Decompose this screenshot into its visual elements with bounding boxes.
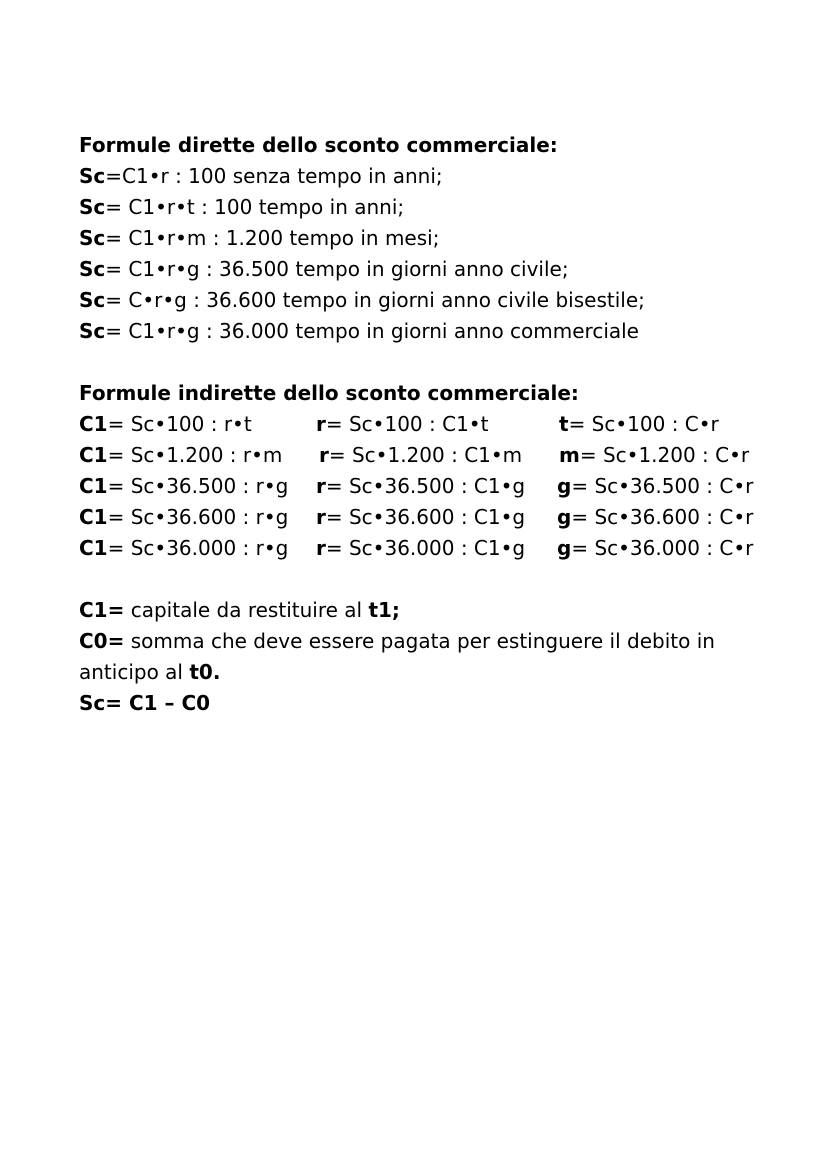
formula-expression: = Sc•1.200 : C•r: [579, 443, 750, 467]
formula-expression: = Sc•1.200 : r•m: [107, 443, 283, 467]
sc-formula: Sc= C1 – C0: [79, 691, 211, 715]
formula-variable: g: [557, 474, 572, 498]
formula-variable: Sc: [79, 226, 106, 250]
formula-cell: [557, 502, 753, 533]
formula-cell: [316, 533, 525, 564]
formula-expression: = C1•r•g : 36.500 tempo in giorni anno civile;: [105, 257, 569, 281]
formula-cell: [79, 471, 288, 502]
formula-cell: [557, 533, 753, 564]
formula-cell: [79, 533, 288, 564]
formula-expression: = Sc•36.000 : r•g: [107, 536, 289, 560]
formula-cell: [557, 471, 753, 502]
formula-variable: Sc: [79, 164, 106, 188]
formula-variable: r: [316, 412, 326, 436]
indirect-formula-row: [79, 533, 779, 564]
formula-variable: t: [559, 412, 569, 436]
formula-variable: Sc: [79, 195, 106, 219]
formula-variable: r: [319, 443, 329, 467]
formula-variable: g: [557, 505, 572, 529]
formula-expression: = C•r•g : 36.600 tempo in giorni anno civile bisestile;: [105, 288, 645, 312]
formula-expression: = Sc•36.000 : C•r: [571, 536, 754, 560]
direct-formula-1: [79, 161, 779, 192]
formula-cell: [316, 409, 488, 440]
direct-formula-4: [79, 254, 779, 285]
formula-variable: Sc: [79, 257, 106, 281]
formula-expression: = Sc•36.500 : C•r: [571, 474, 754, 498]
formula-expression: = Sc•36.600 : r•g: [107, 505, 289, 529]
formula-variable: r: [316, 474, 326, 498]
formula-cell: [319, 440, 522, 471]
formula-expression: = C1•r•g : 36.000 tempo in giorni anno commerciale: [105, 319, 639, 343]
formula-variable: m: [559, 443, 580, 467]
formula-variable: g: [557, 536, 572, 560]
legend-label: C1=: [79, 598, 125, 622]
formula-expression: = C1•r•m : 1.200 tempo in mesi;: [105, 226, 440, 250]
formula-expression: = Sc•36.500 : C1•g: [325, 474, 526, 498]
legend-c0-continued: [79, 657, 779, 688]
indirect-formula-row: [79, 471, 779, 502]
formula-expression: = Sc•36.600 : C•r: [571, 505, 754, 529]
formula-expression: = Sc•100 : C1•t: [325, 412, 489, 436]
legend-text: capitale da restituire al: [124, 598, 369, 622]
formula-expression: = Sc•36.000 : C1•g: [325, 536, 526, 560]
formula-cell: [559, 440, 749, 471]
legend-c0: [79, 626, 779, 657]
formula-variable: Sc: [79, 288, 106, 312]
formula-expression: = Sc•1.200 : C1•m: [328, 443, 523, 467]
formula-expression: = Sc•36.500 : r•g: [107, 474, 289, 498]
formula-cell: [316, 471, 525, 502]
formula-expression: =C1•r : 100 senza tempo in anni;: [105, 164, 443, 188]
formula-variable: C1: [79, 505, 108, 529]
indirect-formula-row: [79, 440, 779, 471]
formula-cell: [79, 502, 288, 533]
formula-variable: C1: [79, 474, 108, 498]
legend-text: somma che deve essere pagata per estinguere il debito in: [124, 629, 715, 653]
formula-expression: = Sc•100 : C•r: [568, 412, 719, 436]
spacer: [79, 564, 779, 595]
indirect-formulas-heading: Formule indirette dello sconto commerciale:: [79, 381, 579, 405]
formula-expression: = Sc•36.600 : C1•g: [325, 505, 526, 529]
legend-emphasis: t1;: [368, 598, 400, 622]
indirect-formula-row: [79, 409, 779, 440]
formula-expression: = C1•r•t : 100 tempo in anni;: [105, 195, 405, 219]
formula-cell: [79, 440, 282, 471]
formula-variable: C1: [79, 412, 108, 436]
formula-variable: r: [316, 505, 326, 529]
formula-variable: Sc: [79, 319, 106, 343]
spacer: [79, 347, 779, 378]
formula-cell: [79, 409, 252, 440]
formula-expression: = Sc•100 : r•t: [107, 412, 252, 436]
direct-formula-5: [79, 285, 779, 316]
legend-c1: [79, 595, 779, 626]
legend-emphasis: t0.: [189, 660, 221, 684]
legend-label: C0=: [79, 629, 125, 653]
formula-variable: r: [316, 536, 326, 560]
direct-formula-6: [79, 316, 779, 347]
formula-cell: [559, 409, 719, 440]
direct-formula-2: [79, 192, 779, 223]
formula-cell: [316, 502, 525, 533]
formula-variable: C1: [79, 536, 108, 560]
formula-variable: C1: [79, 443, 108, 467]
document-page: [79, 130, 779, 719]
legend-text: anticipo al: [79, 660, 190, 684]
direct-formulas-heading: Formule dirette dello sconto commerciale:: [79, 133, 558, 157]
direct-formula-3: [79, 223, 779, 254]
indirect-formula-row: [79, 502, 779, 533]
